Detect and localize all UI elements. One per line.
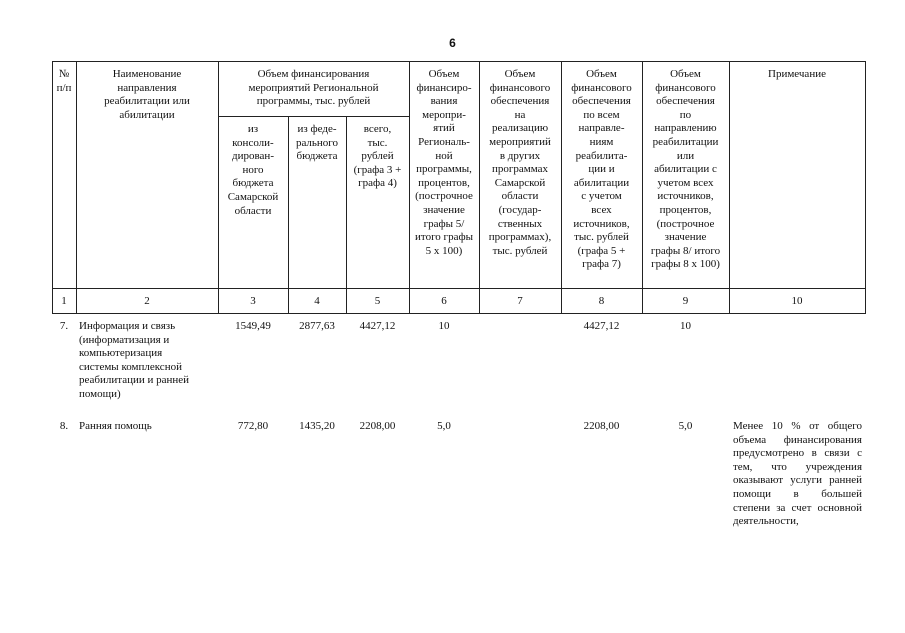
column-number: 10 <box>791 295 803 307</box>
column-number: 6 <box>441 295 447 307</box>
row-col-8: 2208,00 <box>583 420 620 432</box>
row-number: 7. <box>59 320 69 332</box>
header-col-6: Объем финансиро- вания меропри- ятий Региональ- ной программы, процентов, (построчное значение графы 5/ итого графы 5 х 100) <box>415 68 473 257</box>
column-number: 2 <box>144 295 150 307</box>
row-col-8: 4427,12 <box>583 320 620 332</box>
page-number: 6 <box>449 36 456 50</box>
col-border-9 <box>729 61 730 314</box>
header-financing-group: Объем финансирования мероприятий Региональной программы, тыс. рублей <box>248 68 379 108</box>
row-name: Информация и связь (информатизация и компьютеризация системы комплексной реабилитации и ранней помощи) <box>79 320 190 400</box>
col-border-10 <box>865 61 866 314</box>
row-col-9: 5,0 <box>678 420 693 432</box>
column-number: 9 <box>682 295 689 307</box>
table-top-border <box>52 61 866 62</box>
row-col-5: 2208,00 <box>359 420 396 432</box>
col-border-0 <box>52 61 53 314</box>
column-number: 5 <box>374 295 381 307</box>
header-col-4: из феде- рального бюджета <box>295 123 339 163</box>
header-col-9: Объем финансового обеспечения по направлению реабилитации или абилитации с учетом всех источников, процентов, (построчное значение графы 8/ итого графы 8 х 100) <box>650 68 721 271</box>
header-col-3: из консоли- дирован- ного бюджета Самарской области <box>227 123 279 217</box>
row-col-9: 10 <box>680 320 691 332</box>
column-number: 1 <box>61 295 67 307</box>
column-numbers-bottom-border <box>52 313 866 314</box>
header-col-5: всего, тыс. рублей (графа 3 + графа 4) <box>353 123 402 190</box>
row-note: Менее 10 % от общего объема финансирования предусмотрено в связи с тем, что учреждения оказывают услуги ранней помощи в большей степени за счет основной деятельности, <box>733 420 862 528</box>
row-col-3: 1549,49 <box>235 320 271 332</box>
header-num: № п/п <box>56 68 72 94</box>
header-col-7: Объем финансового обеспечения на реализацию мероприятий в других программах Самарской области (государ- ственных программах), тыс. рублей <box>488 68 552 257</box>
row-col-4: 2877,63 <box>299 320 335 332</box>
header-col-8: Объем финансового обеспечения по всем направле- ниям реабилита- ции и абилитации с учетом всех источников, тыс. рублей (графа 5 + графа 7) <box>571 68 632 271</box>
header-name: Наименование направления реабилитации или абилитации <box>104 68 190 121</box>
column-number: 4 <box>314 295 320 307</box>
row-col-6: 5,0 <box>437 420 451 432</box>
row-name: Ранняя помощь <box>79 420 152 432</box>
row-col-3: 772,80 <box>237 420 269 432</box>
row-col-5: 4427,12 <box>359 320 396 332</box>
row-number: 8. <box>59 420 69 432</box>
group-header-divider <box>218 116 409 117</box>
column-number: 7 <box>517 295 523 307</box>
column-number: 8 <box>598 295 605 307</box>
row-col-6: 10 <box>438 320 450 332</box>
row-col-4: 1435,20 <box>299 420 335 432</box>
header-bottom-border <box>52 288 866 289</box>
header-col-10: Примечание <box>768 68 826 80</box>
column-number: 3 <box>250 295 256 307</box>
